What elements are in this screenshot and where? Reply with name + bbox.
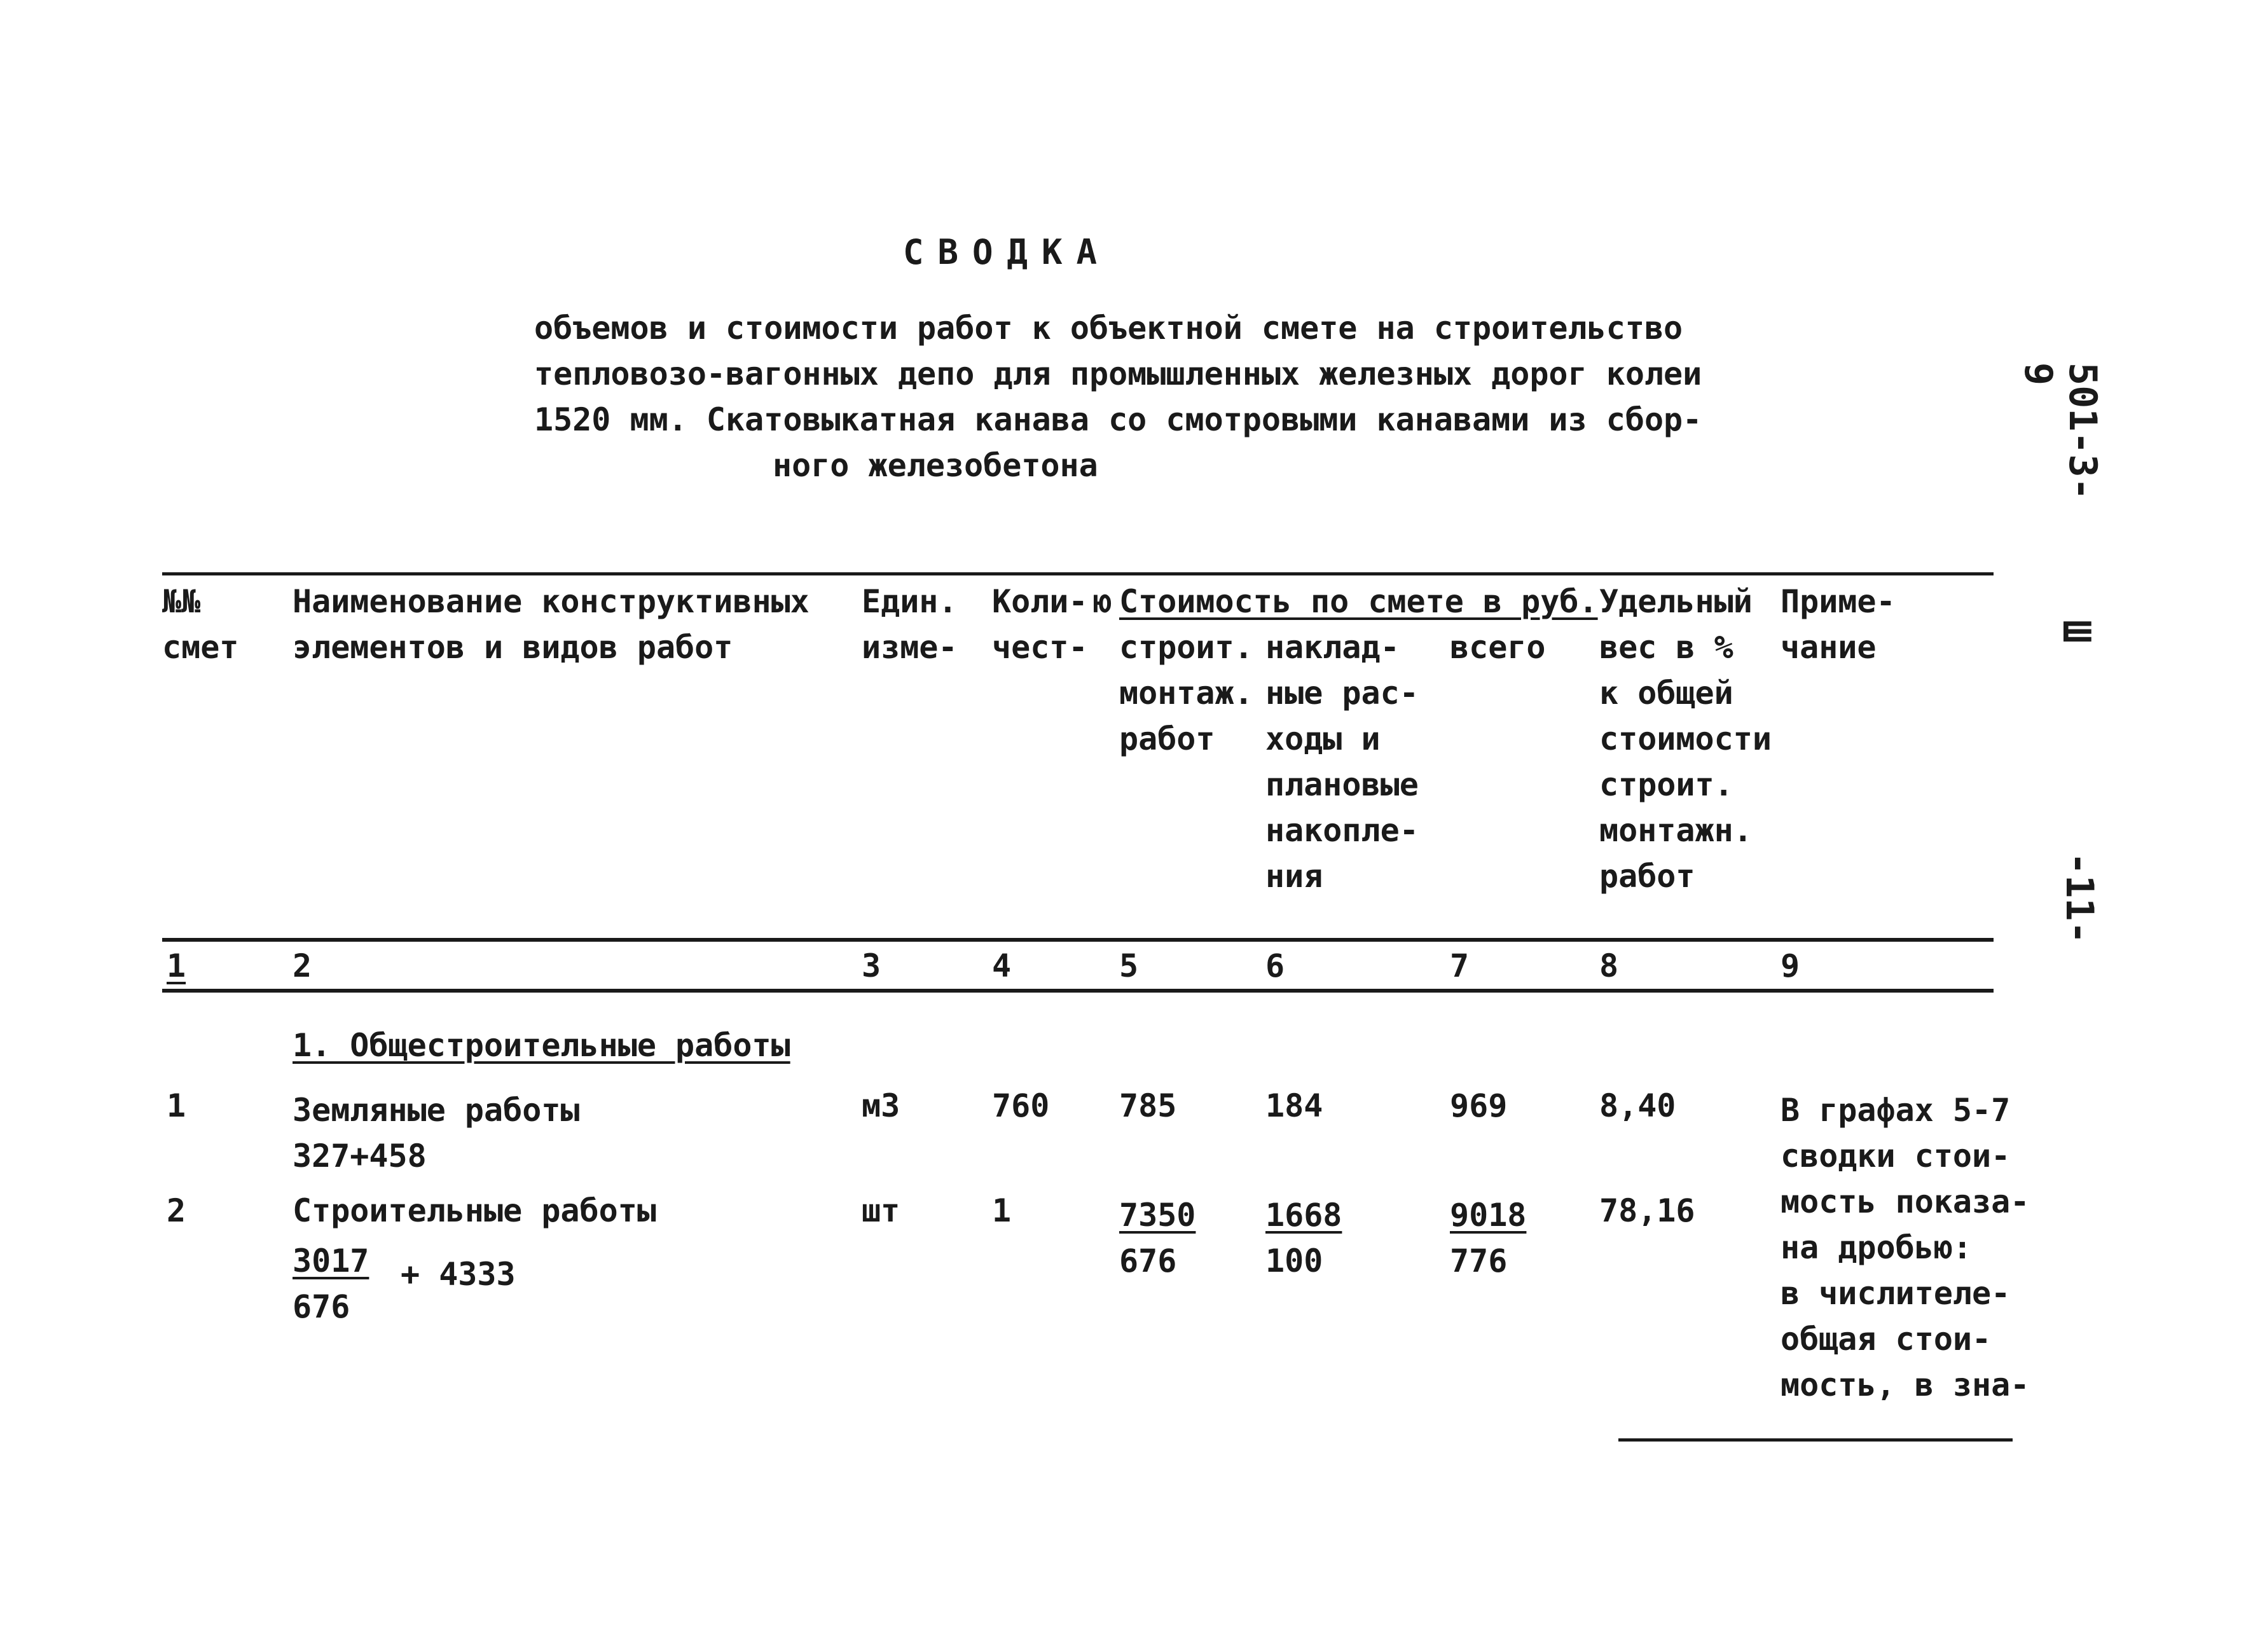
document-title: СВОДКА — [903, 232, 1112, 272]
footer-rule — [1618, 1438, 2013, 1442]
note-line-3: мость показа- — [1781, 1183, 2030, 1220]
header-col-note-line-1: Приме- — [1781, 583, 1896, 620]
subtitle-line-1: объемов и стоимости работ к объектной смете на строительство — [534, 310, 1683, 347]
column-number-9: 9 — [1781, 947, 1800, 984]
row-name — [293, 1087, 580, 1179]
note-line-4: на дробью: — [1781, 1229, 1973, 1266]
header-col-overhead-line-1: наклад- — [1265, 629, 1400, 666]
row-overhead-numerator: 1668 — [1265, 1197, 1342, 1234]
section-title: 1. Общестроительные работы — [293, 1027, 790, 1064]
header-col-share — [1599, 579, 1772, 899]
row-share: 8,40 — [1599, 1087, 1676, 1124]
column-number-5: 5 — [1119, 947, 1139, 984]
header-col-share-line-5: строит. — [1599, 766, 1733, 803]
margin-volume: Ш — [2054, 620, 2098, 644]
header-col-quantity — [992, 579, 1112, 670]
subtitle-line-4: ного железобетона — [773, 447, 1098, 484]
row-share: 78,16 — [1599, 1192, 1695, 1229]
column-number-7: 7 — [1450, 947, 1470, 984]
row-name-fraction-denominator: 676 — [293, 1288, 350, 1325]
row-construction-cost-denominator: 676 — [1119, 1242, 1177, 1279]
column-number-6: 6 — [1265, 947, 1285, 984]
column-number-1: 1 — [167, 947, 186, 984]
row-name-text: Земляные работы — [293, 1092, 580, 1129]
row-overhead: 184 — [1265, 1087, 1323, 1124]
document-subtitle — [534, 305, 1702, 488]
header-col-share-line-6: монтажн. — [1599, 812, 1753, 849]
margin-page-number: -11- — [2057, 852, 2102, 944]
header-col-unit — [862, 579, 958, 670]
row-number: 2 — [167, 1192, 186, 1229]
margin-code: 501-3-9 — [2016, 362, 2105, 500]
row-construction-cost — [1119, 1192, 1195, 1284]
row-quantity: 760 — [992, 1087, 1050, 1124]
header-col-overhead-line-5: накопле- — [1265, 812, 1419, 849]
header-col-construction-cost-line-3: работ — [1119, 720, 1215, 757]
header-top-rule — [162, 572, 1994, 575]
row-unit: м3 — [862, 1087, 900, 1124]
row-construction-cost-numerator: 7350 — [1119, 1197, 1196, 1234]
header-col-number-line-1: №№ — [162, 583, 201, 620]
column-number-2: 2 — [293, 947, 312, 984]
header-col-share-line-2: вес в % — [1599, 629, 1733, 666]
header-col-construction-cost-line-2: монтаж. — [1119, 675, 1253, 712]
header-col-unit-line-2: изме- — [862, 629, 958, 666]
header-col-overhead-line-4: плановые — [1265, 766, 1419, 803]
header-bottom-rule — [162, 938, 1994, 942]
note-line-2: сводки стои- — [1781, 1138, 2011, 1174]
header-col-note-line-2: чание — [1781, 629, 1877, 666]
header-col-construction-cost — [1119, 624, 1253, 762]
row-overhead-denominator: 100 — [1265, 1242, 1323, 1279]
header-col-name-line-1: Наименование конструктивных — [293, 583, 810, 620]
header-col-overhead-line-3: ходы и — [1265, 720, 1381, 757]
row-name-text: Строительные работы — [293, 1192, 656, 1229]
row-total: 969 — [1450, 1087, 1508, 1124]
row-total-numerator: 9018 — [1450, 1197, 1527, 1234]
header-col-note — [1781, 579, 1896, 670]
column-number-8: 8 — [1599, 947, 1619, 984]
note-text — [1781, 1087, 2029, 1408]
row-construction-cost: 785 — [1119, 1087, 1177, 1124]
header-col-quantity-mark: ю — [1092, 583, 1112, 620]
header-col-quantity-line-1: Коли- — [992, 583, 1088, 620]
header-col-total-line-1: всего — [1450, 629, 1546, 666]
row-name-formula: 327+458 — [293, 1138, 427, 1174]
column-number-4: 4 — [992, 947, 1012, 984]
row-total — [1450, 1192, 1526, 1284]
row-name-plus: + 4333 — [401, 1256, 516, 1293]
header-col-name — [293, 579, 810, 670]
note-line-6: общая стои- — [1781, 1321, 1992, 1358]
row-total-denominator: 776 — [1450, 1242, 1508, 1279]
header-col-share-line-3: к общей — [1599, 675, 1733, 712]
column-number-3: 3 — [862, 947, 881, 984]
row-overhead — [1265, 1192, 1342, 1284]
header-col-overhead-line-6: ния — [1265, 858, 1323, 895]
note-line-1: В графах 5-7 — [1781, 1092, 2011, 1129]
header-col-name-line-2: элементов и видов работ — [293, 629, 733, 666]
header-col-overhead-line-2: ные рас- — [1265, 675, 1419, 712]
header-col-number — [162, 579, 238, 670]
header-col-share-line-4: стоимости — [1599, 720, 1772, 757]
subtitle-line-3: 1520 мм. Скатовыкатная канава со смотровыми канавами из сбор- — [534, 401, 1702, 438]
column-numbers-rule — [162, 989, 1994, 993]
row-unit: шт — [862, 1192, 900, 1229]
header-cost-group: Стоимость по смете в руб. — [1119, 583, 1598, 620]
header-col-share-line-7: работ — [1599, 858, 1695, 895]
note-line-7: мость, в зна- — [1781, 1366, 2030, 1403]
note-line-5: в числителе- — [1781, 1275, 2011, 1312]
header-col-construction-cost-line-1: строит. — [1119, 629, 1253, 666]
header-col-number-line-2: смет — [162, 629, 239, 666]
row-name-fraction — [293, 1238, 369, 1330]
header-col-unit-line-1: Един. — [862, 583, 958, 620]
header-col-overhead — [1265, 624, 1419, 899]
header-col-share-line-1: Удельный — [1599, 583, 1753, 620]
subtitle-line-2: тепловозо-вагонных депо для промышленных железных дорог колеи — [534, 355, 1702, 392]
header-col-total — [1450, 624, 1546, 670]
row-quantity: 1 — [992, 1192, 1012, 1229]
row-number: 1 — [167, 1087, 186, 1124]
row-name-fraction-numerator: 3017 — [293, 1242, 369, 1279]
header-col-quantity-line-2: чест- — [992, 629, 1088, 666]
